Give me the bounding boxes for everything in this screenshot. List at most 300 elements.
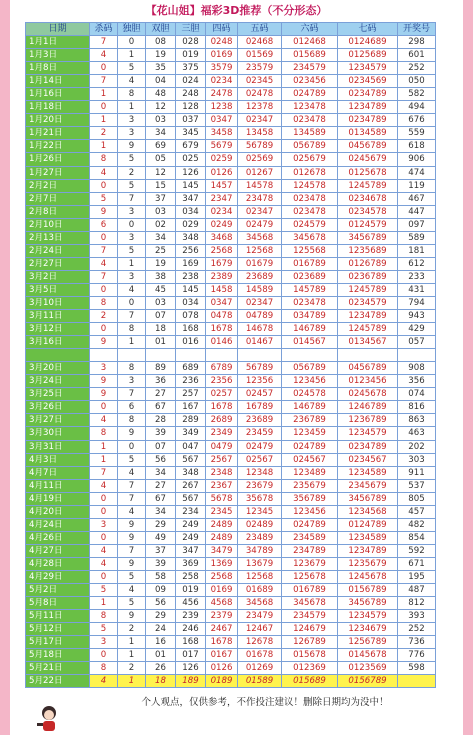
table-cell: 4 xyxy=(90,166,118,179)
table-cell: 034789 xyxy=(282,310,338,323)
table-cell: 863 xyxy=(398,414,436,427)
date-cell: 5月21日 xyxy=(26,662,90,675)
table-cell: 9 xyxy=(90,375,118,388)
table-cell: 4 xyxy=(118,466,146,479)
table-cell: 4 xyxy=(118,75,146,88)
table-cell: 123679 xyxy=(282,557,338,570)
table-cell: 0189 xyxy=(206,675,238,688)
date-cell: 5月12日 xyxy=(26,623,90,636)
table-cell: 024578 xyxy=(282,388,338,401)
table-cell: 431 xyxy=(398,283,436,296)
table-cell: 23479 xyxy=(238,610,282,623)
date-cell: 3月30日 xyxy=(26,427,90,440)
date-cell: 1月3日 xyxy=(26,49,90,62)
table-cell: 03 xyxy=(146,205,176,218)
table-cell: 074 xyxy=(398,388,436,401)
table-cell: 5 xyxy=(118,597,146,610)
date-cell: 3月11日 xyxy=(26,310,90,323)
table-cell: 676 xyxy=(398,114,436,127)
table-cell: 34 xyxy=(146,231,176,244)
table-cell: 1678 xyxy=(206,636,238,649)
table-cell: 303 xyxy=(398,453,436,466)
table-cell: 03 xyxy=(146,296,176,309)
table-cell: 3456789 xyxy=(338,492,398,505)
table-cell: 67 xyxy=(146,401,176,414)
table-cell: 25 xyxy=(146,244,176,257)
table-cell: 26 xyxy=(146,662,176,675)
date-cell: 2月10日 xyxy=(26,218,90,231)
table-cell: 19 xyxy=(146,49,176,62)
date-cell: 3月16日 xyxy=(26,336,90,349)
table-cell: 482 xyxy=(398,518,436,531)
table-cell: 0 xyxy=(90,505,118,518)
table-cell: 023456 xyxy=(282,75,338,88)
table-cell: 7 xyxy=(118,544,146,557)
table-row xyxy=(26,597,436,610)
table-cell: 1 xyxy=(90,440,118,453)
table-row xyxy=(26,166,436,179)
table-cell: 5 xyxy=(90,584,118,597)
table-cell: 679 xyxy=(176,140,206,153)
table-cell: 2379 xyxy=(206,610,238,623)
table-cell: 1234589 xyxy=(338,531,398,544)
column-header: 独胆 xyxy=(118,23,146,36)
date-cell: 3月24日 xyxy=(26,375,90,388)
date-cell: 1月22日 xyxy=(26,140,90,153)
table-cell: 0 xyxy=(118,296,146,309)
table-row xyxy=(26,127,436,140)
table-cell: 0125689 xyxy=(338,49,398,62)
table-cell: 126 xyxy=(176,166,206,179)
date-cell: 2月7日 xyxy=(26,192,90,205)
table-row xyxy=(26,584,436,597)
table-cell: 0124789 xyxy=(338,518,398,531)
table-cell: 9 xyxy=(90,388,118,401)
table-cell: 3 xyxy=(118,375,146,388)
table-cell: 01679 xyxy=(238,257,282,270)
table-cell: 1256789 xyxy=(338,636,398,649)
table-cell: 168 xyxy=(176,636,206,649)
table-cell: 12345 xyxy=(238,505,282,518)
table-cell: 2 xyxy=(90,127,118,140)
table-cell: 0 xyxy=(118,36,146,49)
table-cell: 2 xyxy=(118,623,146,636)
column-header: 日期 xyxy=(26,23,90,36)
table-cell: 598 xyxy=(398,662,436,675)
table-cell: 019 xyxy=(176,584,206,597)
table-cell: 023478 xyxy=(282,296,338,309)
table-cell: 375 xyxy=(176,62,206,75)
table-cell: 23679 xyxy=(238,479,282,492)
table-cell: 2 xyxy=(90,310,118,323)
table-cell: 0234569 xyxy=(338,75,398,88)
date-cell: 2月27日 xyxy=(26,257,90,270)
table-cell: 2 xyxy=(118,662,146,675)
table-row xyxy=(26,310,436,323)
date-cell: 4月26日 xyxy=(26,531,90,544)
table-cell: 349 xyxy=(176,427,206,440)
date-cell: 3月10日 xyxy=(26,296,90,309)
table-cell: 487 xyxy=(398,584,436,597)
table-cell: 02569 xyxy=(238,153,282,166)
table-cell: 239 xyxy=(176,610,206,623)
table-cell: 1234589 xyxy=(338,466,398,479)
table-cell: 537 xyxy=(398,479,436,492)
table-cell: 39 xyxy=(146,427,176,440)
table-cell: 1 xyxy=(90,453,118,466)
table-cell: 5 xyxy=(118,153,146,166)
table-cell: 589 xyxy=(398,231,436,244)
table-row xyxy=(26,218,436,231)
table-cell: 267 xyxy=(176,479,206,492)
table-row xyxy=(26,440,436,453)
date-cell: 4月24日 xyxy=(26,518,90,531)
table-cell: 0 xyxy=(90,492,118,505)
table-cell: 34 xyxy=(146,505,176,518)
table-cell: 04789 xyxy=(238,310,282,323)
table-cell: 01 xyxy=(146,336,176,349)
table-cell: 195 xyxy=(398,570,436,583)
table-cell: 050 xyxy=(398,75,436,88)
table-cell: 05 xyxy=(146,153,176,166)
table-cell: 126789 xyxy=(282,636,338,649)
table-row xyxy=(26,518,436,531)
table-cell: 7 xyxy=(118,192,146,205)
table-cell: 4 xyxy=(90,544,118,557)
table-cell: 3 xyxy=(90,518,118,531)
table-cell: 236 xyxy=(176,375,206,388)
table-cell: 5679 xyxy=(206,140,238,153)
date-cell: 3月26日 xyxy=(26,401,90,414)
table-cell: 494 xyxy=(398,101,436,114)
table-cell: 8 xyxy=(118,414,146,427)
table-cell: 07 xyxy=(146,310,176,323)
table-cell: 02347 xyxy=(238,296,282,309)
date-cell: 3月31日 xyxy=(26,440,90,453)
table-cell: 014567 xyxy=(282,336,338,349)
table-cell: 0478 xyxy=(206,310,238,323)
table-cell: 04 xyxy=(146,75,176,88)
table-row xyxy=(26,36,436,49)
table-cell: 24 xyxy=(146,623,176,636)
table-row xyxy=(26,531,436,544)
table-cell: 9 xyxy=(118,531,146,544)
table-cell: 01269 xyxy=(238,662,282,675)
table-cell: 8 xyxy=(90,662,118,675)
table-cell: 238 xyxy=(176,270,206,283)
table-cell: 234 xyxy=(176,505,206,518)
table-cell: 9 xyxy=(118,557,146,570)
table-cell: 016789 xyxy=(282,584,338,597)
table-row xyxy=(26,362,436,375)
table-cell: 23489 xyxy=(238,531,282,544)
table-cell: 3456789 xyxy=(338,231,398,244)
table-cell: 1234789 xyxy=(338,310,398,323)
table-cell: 0156789 xyxy=(338,675,398,688)
table-cell: 3 xyxy=(118,231,146,244)
table-cell: 012678 xyxy=(282,166,338,179)
table-cell: 124578 xyxy=(282,179,338,192)
table-cell: 126 xyxy=(176,662,206,675)
table-cell: 34568 xyxy=(238,597,282,610)
table-cell: 0 xyxy=(90,231,118,244)
table-cell: 908 xyxy=(398,362,436,375)
table-cell: 01467 xyxy=(238,336,282,349)
table-cell: 234579 xyxy=(282,610,338,623)
table-cell: 1 xyxy=(118,649,146,662)
table-cell: 13458 xyxy=(238,127,282,140)
table-cell: 056789 xyxy=(282,140,338,153)
table-cell: 369 xyxy=(176,557,206,570)
table-cell: 2567 xyxy=(206,453,238,466)
date-cell: 4月28日 xyxy=(26,557,90,570)
table-cell: 025 xyxy=(176,153,206,166)
table-row xyxy=(26,623,436,636)
table-cell: 2489 xyxy=(206,518,238,531)
table-cell: 2568 xyxy=(206,570,238,583)
table-cell: 7 xyxy=(90,36,118,49)
table-cell: 024789 xyxy=(282,88,338,101)
table-row xyxy=(26,296,436,309)
table-cell: 02 xyxy=(146,218,176,231)
table-row xyxy=(26,101,436,114)
table-cell: 0 xyxy=(90,101,118,114)
table-cell: 805 xyxy=(398,492,436,505)
table-row xyxy=(26,375,436,388)
table-cell: 146789 xyxy=(282,401,338,414)
column-header: 七码 xyxy=(338,23,398,36)
date-cell: 4月11日 xyxy=(26,479,90,492)
table-cell: 246 xyxy=(176,623,206,636)
table-cell: 347 xyxy=(176,544,206,557)
table-cell: 12678 xyxy=(238,636,282,649)
date-cell: 1月8日 xyxy=(26,62,90,75)
table-cell: 7 xyxy=(90,466,118,479)
table-cell: 02457 xyxy=(238,388,282,401)
disclaimer-text: 个人观点，仅供参考，不作投注建议！删除日期均为没中！ xyxy=(141,697,389,708)
table-cell: 189 xyxy=(176,675,206,688)
table-cell: 02479 xyxy=(238,440,282,453)
date-cell: 2月24日 xyxy=(26,244,90,257)
table-cell: 9 xyxy=(118,610,146,623)
table-cell: 12568 xyxy=(238,244,282,257)
table-cell: 5 xyxy=(118,570,146,583)
table-cell: 29 xyxy=(146,518,176,531)
table-cell: 1 xyxy=(90,114,118,127)
table-row xyxy=(26,114,436,127)
table-cell: 1234679 xyxy=(338,623,398,636)
table-cell: 776 xyxy=(398,649,436,662)
table-cell: 345 xyxy=(176,127,206,140)
table-cell: 01689 xyxy=(238,584,282,597)
table-cell: 0248 xyxy=(206,36,238,49)
mascot-avatar-icon xyxy=(32,704,66,734)
table-cell: 23459 xyxy=(238,427,282,440)
table-cell: 356789 xyxy=(282,492,338,505)
table-cell: 16 xyxy=(146,636,176,649)
table-cell: 0124689 xyxy=(338,36,398,49)
table-cell: 12467 xyxy=(238,623,282,636)
column-header: 双胆 xyxy=(146,23,176,36)
table-cell: 0249 xyxy=(206,218,238,231)
table-cell: 457 xyxy=(398,505,436,518)
table-cell: 0 xyxy=(90,179,118,192)
table-cell: 0234578 xyxy=(338,205,398,218)
table-cell: 252 xyxy=(398,623,436,636)
table-row xyxy=(26,427,436,440)
table-cell: 123456 xyxy=(282,375,338,388)
table-cell: 03 xyxy=(146,114,176,127)
table-cell: 4 xyxy=(90,257,118,270)
table-cell: 1238 xyxy=(206,101,238,114)
table-cell xyxy=(90,349,118,362)
table-row xyxy=(26,492,436,505)
table-cell: 906 xyxy=(398,153,436,166)
table-cell: 8 xyxy=(118,88,146,101)
table-cell: 181 xyxy=(398,244,436,257)
table-row xyxy=(26,75,436,88)
table-cell: 2478 xyxy=(206,88,238,101)
table-cell: 1 xyxy=(118,336,146,349)
date-cell: 1月26日 xyxy=(26,153,90,166)
table-cell: 024789 xyxy=(282,440,338,453)
table-cell: 023478 xyxy=(282,192,338,205)
table-cell: 0234789 xyxy=(338,114,398,127)
date-cell: 1月21日 xyxy=(26,127,90,140)
table-cell: 56 xyxy=(146,453,176,466)
table-cell: 0479 xyxy=(206,440,238,453)
table-cell: 559 xyxy=(398,127,436,140)
table-row xyxy=(26,388,436,401)
table-cell: 2367 xyxy=(206,479,238,492)
table-cell: 09 xyxy=(146,584,176,597)
table-cell: 0169 xyxy=(206,49,238,62)
table-cell: 1234579 xyxy=(338,62,398,75)
table-row xyxy=(26,336,436,349)
table-cell: 02478 xyxy=(238,88,282,101)
date-cell: 5月17日 xyxy=(26,636,90,649)
recommendation-sheet xyxy=(10,0,463,735)
table-row xyxy=(26,610,436,623)
table-cell xyxy=(118,349,146,362)
table-row xyxy=(26,544,436,557)
table-cell: 0236789 xyxy=(338,270,398,283)
table-cell: 18 xyxy=(146,675,176,688)
table-row xyxy=(26,62,436,75)
table-row xyxy=(26,192,436,205)
table-row xyxy=(26,349,436,362)
table-cell: 736 xyxy=(398,636,436,649)
table-cell: 911 xyxy=(398,466,436,479)
table-cell: 02345 xyxy=(238,75,282,88)
table-cell: 1234789 xyxy=(338,101,398,114)
table-cell: 123489 xyxy=(282,466,338,479)
table-cell: 145 xyxy=(176,283,206,296)
table-cell: 057 xyxy=(398,336,436,349)
table-cell: 0234789 xyxy=(338,440,398,453)
table-cell: 345678 xyxy=(282,597,338,610)
table-cell: 024567 xyxy=(282,453,338,466)
table-cell: 023478 xyxy=(282,205,338,218)
table-cell: 49 xyxy=(146,531,176,544)
table-row xyxy=(26,401,436,414)
table-cell: 0234678 xyxy=(338,192,398,205)
table-cell: 234789 xyxy=(282,544,338,557)
table-cell: 7 xyxy=(90,244,118,257)
table-cell: 168 xyxy=(176,323,206,336)
table-cell: 1235689 xyxy=(338,244,398,257)
table-cell: 0124579 xyxy=(338,218,398,231)
table-cell: 1245789 xyxy=(338,179,398,192)
table-cell: 5678 xyxy=(206,492,238,505)
table-row xyxy=(26,283,436,296)
table-cell: 671 xyxy=(398,557,436,570)
table-cell: 56789 xyxy=(238,362,282,375)
table-cell: 7 xyxy=(118,310,146,323)
table-cell: 034 xyxy=(176,205,206,218)
column-header: 四码 xyxy=(206,23,238,36)
table-row xyxy=(26,244,436,257)
table-cell: 67 xyxy=(146,492,176,505)
table-cell: 4568 xyxy=(206,597,238,610)
table-cell: 612 xyxy=(398,257,436,270)
table-cell: 0456789 xyxy=(338,140,398,153)
table-cell: 4 xyxy=(118,505,146,518)
table-cell: 27 xyxy=(146,388,176,401)
table-cell: 474 xyxy=(398,166,436,179)
table-cell: 0123456 xyxy=(338,375,398,388)
table-cell: 234579 xyxy=(282,62,338,75)
date-cell: 5月18日 xyxy=(26,649,90,662)
table-cell: 0 xyxy=(90,570,118,583)
date-cell: 1月20日 xyxy=(26,114,90,127)
table-cell: 0156789 xyxy=(338,584,398,597)
page-title: 【花山姐】福彩3D推荐（不分形态） xyxy=(145,4,328,17)
table-cell: 8 xyxy=(90,296,118,309)
date-cell: 5月8日 xyxy=(26,597,90,610)
table-cell: 23579 xyxy=(238,62,282,75)
table-cell: 567 xyxy=(176,492,206,505)
table-row xyxy=(26,140,436,153)
table-cell: 6 xyxy=(118,401,146,414)
table-cell: 0456789 xyxy=(338,362,398,375)
date-cell: 4月27日 xyxy=(26,544,90,557)
table-cell: 34789 xyxy=(238,544,282,557)
table-cell: 347 xyxy=(176,192,206,205)
table-cell: 1 xyxy=(118,636,146,649)
table-cell: 2347 xyxy=(206,192,238,205)
table-cell: 1678 xyxy=(206,401,238,414)
date-cell xyxy=(26,349,90,362)
table-cell: 125568 xyxy=(282,244,338,257)
table-cell: 012468 xyxy=(282,36,338,49)
date-cell: 4月20日 xyxy=(26,505,90,518)
table-cell: 1234579 xyxy=(338,427,398,440)
table-cell: 12568 xyxy=(238,570,282,583)
table-cell: 1458 xyxy=(206,283,238,296)
table-cell: 592 xyxy=(398,544,436,557)
table-cell: 123478 xyxy=(282,101,338,114)
table-cell: 689 xyxy=(176,362,206,375)
table-cell: 48 xyxy=(146,88,176,101)
table-cell: 234589 xyxy=(282,531,338,544)
date-cell: 3月12日 xyxy=(26,323,90,336)
table-cell: 4 xyxy=(118,283,146,296)
table-cell: 235679 xyxy=(282,479,338,492)
table-cell: 134589 xyxy=(282,127,338,140)
table-cell: 58 xyxy=(146,570,176,583)
table-cell: 0134567 xyxy=(338,336,398,349)
